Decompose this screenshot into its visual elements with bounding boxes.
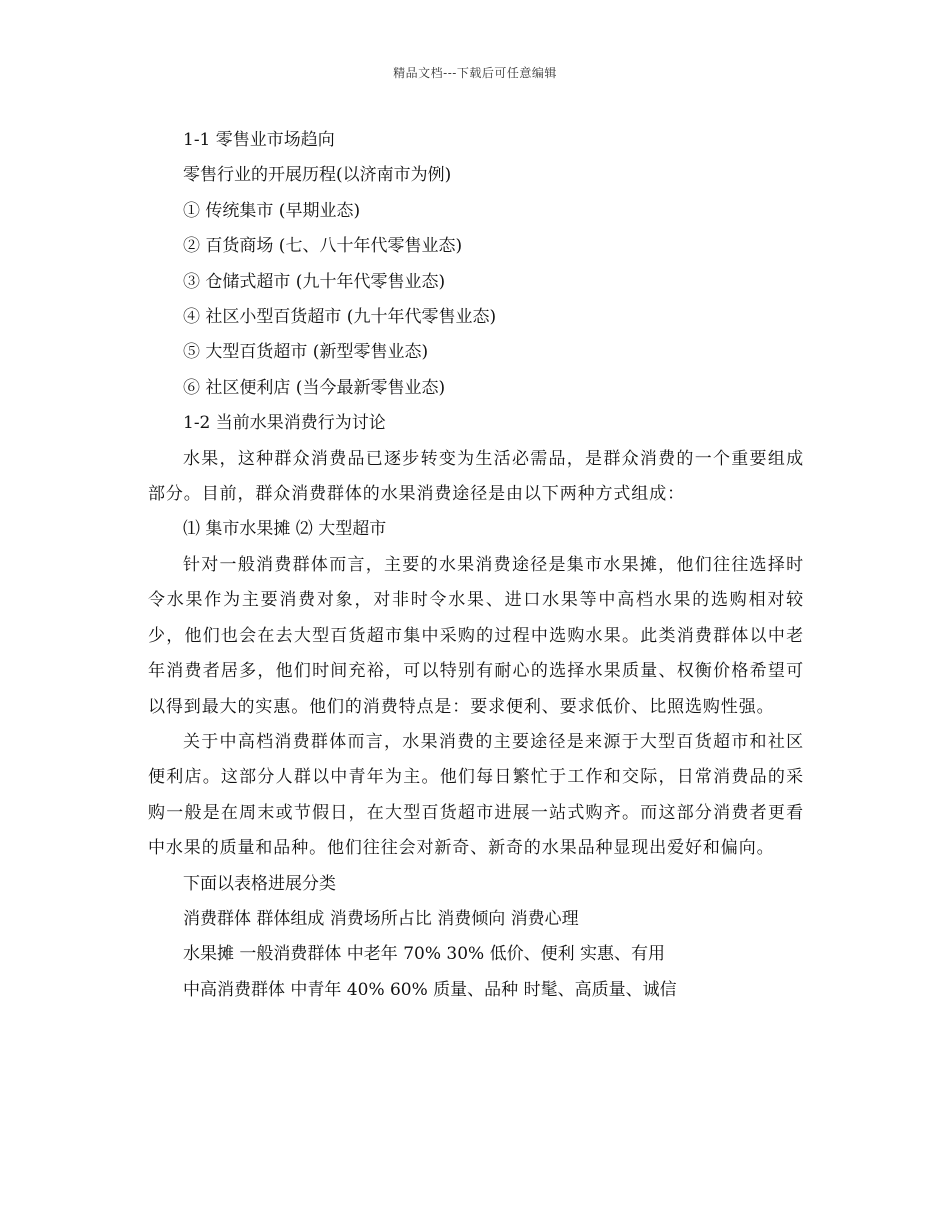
table-row: 水果摊 一般消费群体 中老年 70% 30% 低价、便利 实惠、有用 (183, 944, 665, 965)
document-body (148, 123, 804, 1008)
stage-item: ⑥ 社区便利店 (当今最新零售业态) (183, 377, 446, 398)
stage-item: ④ 社区小型百货超市 (九十年代零售业态) (183, 307, 497, 328)
paragraph-general-consumers: 针对一般消费群体而言，主要的水果消费途径是集市水果摊，他们往往选择时令水果作为主要消费对象，对非时令水果、进口水果等中高档水果的选购相对较少，他们也会在去大型百货超市集中采购的过程中选购水果。此类消费群体以中老年消费者居多，他们时间充裕，可以特别有耐心的选择水果质量、权衡价格希望可以得到最大的实惠。他们的消费特点是：要求便利、要求低价、比照选购性强。 (148, 554, 804, 717)
page-header: 精品文档---下载后可任意编辑 (393, 66, 557, 80)
table-header-row: 消费群体 群体组成 消费场所占比 消费倾向 消费心理 (183, 908, 579, 929)
paragraph-mid-high-consumers: 关于中高档消费群体而言，水果消费的主要途径是来源于大型百货超市和社区便利店。这部分人群以中青年为主。他们每日繁忙于工作和交际，日常消费品的采购一般是在周末或节假日，在大型百货超市进展一站式购齐。而这部分消费者更看中水果的质量和品种。他们往往会对新奇、新奇的水果品种显现出爱好和偏向。 (148, 731, 804, 859)
section-heading-1-1: 1-1 零售业市场趋向 (183, 130, 335, 150)
stage-item: ① 传统集市 (早期业态) (183, 200, 361, 221)
stage-item: ⑤ 大型百货超市 (新型零售业态) (183, 342, 429, 363)
paragraph-fruit-consumption: 水果，这种群众消费品已逐步转变为生活必需品，是群众消费的一个重要组成部分。目前，群众消费群体的水果消费途径是由以下两种方式组成： (148, 448, 804, 505)
subheading-development-history: 零售行业的开展历程(以济南市为例) (183, 165, 452, 186)
table-intro: 下面以表格进展分类 (183, 873, 336, 894)
stage-item: ② 百货商场 (七、八十年代零售业态) (183, 236, 463, 257)
consumption-channels: ⑴ 集市水果摊 ⑵ 大型超市 (183, 519, 387, 540)
table-row: 中高消费群体 中青年 40% 60% 质量、品种 时髦、高质量、诚信 (183, 979, 677, 1000)
stage-item: ③ 仓储式超市 (九十年代零售业态) (183, 271, 446, 292)
section-heading-1-2: 1-2 当前水果消费行为讨论 (183, 413, 386, 434)
